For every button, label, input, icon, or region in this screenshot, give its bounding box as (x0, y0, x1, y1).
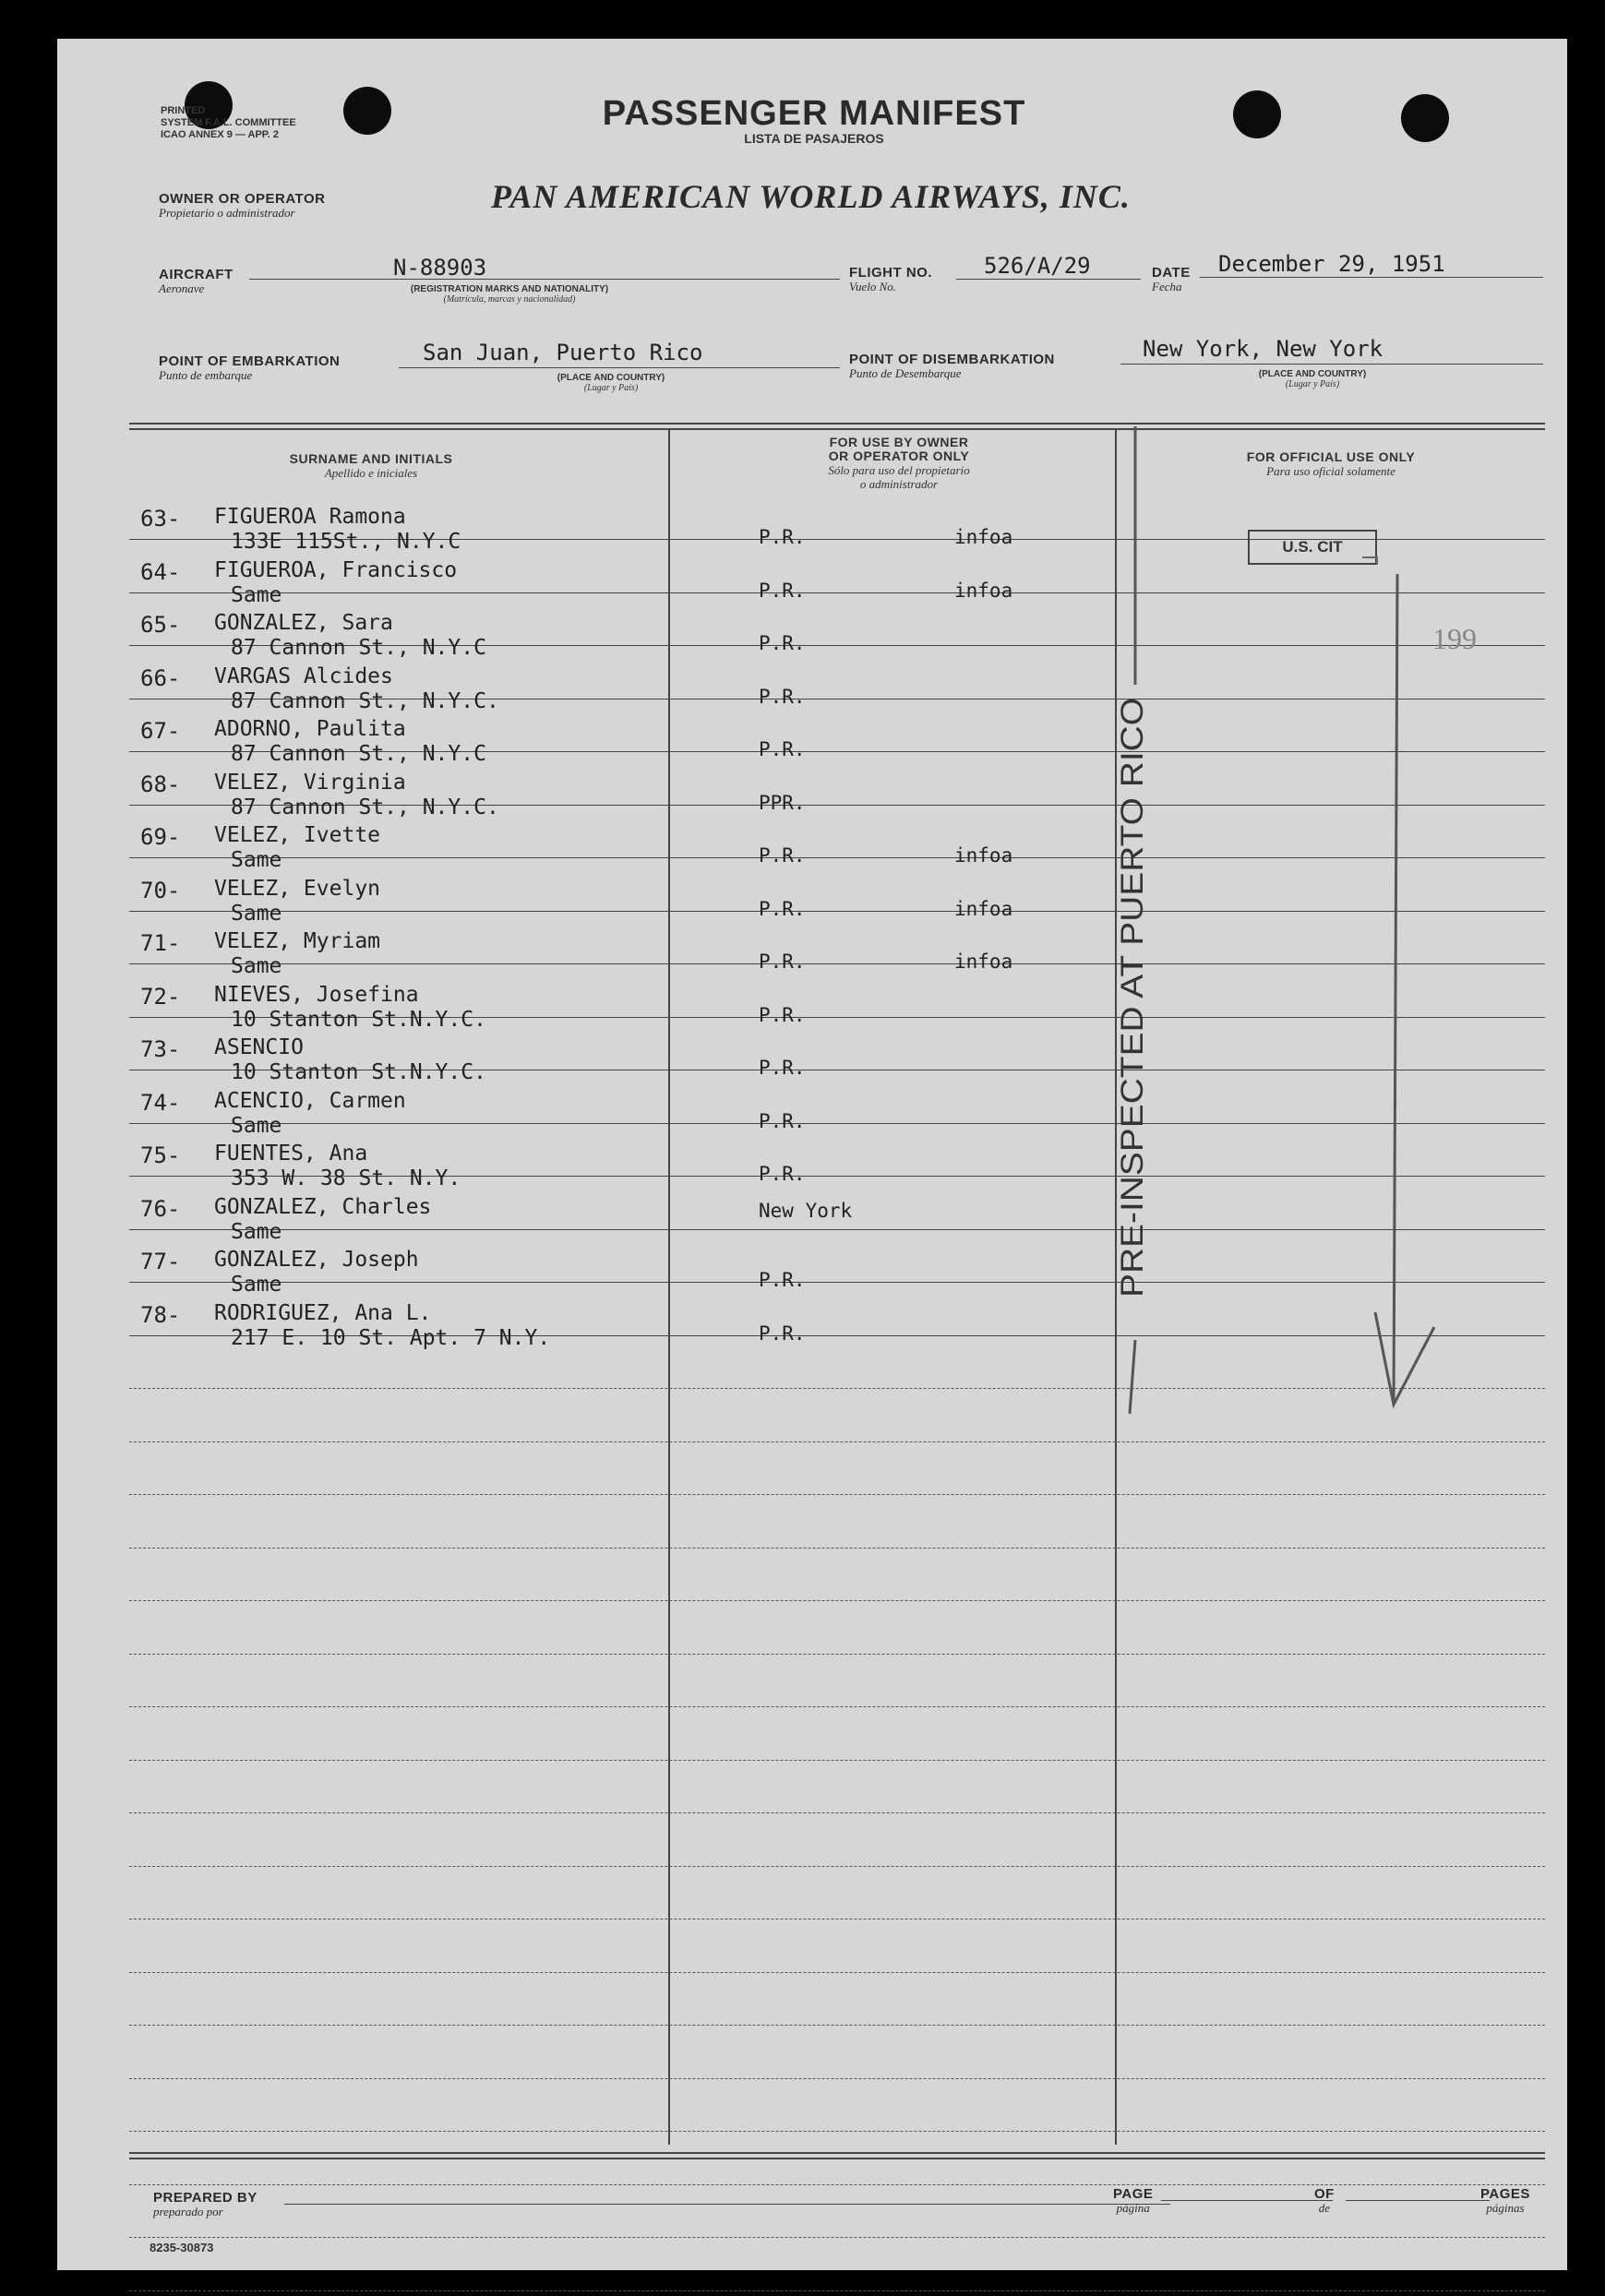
passenger-name: FIGUEROA Ramona (214, 505, 406, 529)
passenger-name: FUENTES, Ana (214, 1142, 368, 1166)
date-label: DATE Fecha (1152, 265, 1191, 293)
passenger-number: 77- (140, 1249, 181, 1274)
page-label: PAGE página (1113, 2186, 1154, 2215)
ruled-line (129, 2131, 1545, 2132)
passenger-address: 133E 115St., N.Y.C (231, 530, 461, 554)
flight-value: 526/A/29 (984, 253, 1091, 279)
ruled-line (129, 1760, 1545, 1761)
passenger-number: 68- (140, 771, 181, 797)
passenger-number: 73- (140, 1036, 181, 1062)
passenger-number: 66- (140, 665, 181, 691)
page-title: PASSENGER MANIFEST (602, 94, 1026, 133)
disembarkation-value: New York, New York (1143, 336, 1383, 362)
owner-mark: New York (759, 1200, 853, 1222)
punch-hole (1401, 94, 1449, 142)
passenger-number: 63- (140, 506, 181, 532)
official-column-header: FOR OFFICIAL USE ONLY Para uso oficial solamente (1246, 449, 1416, 478)
passenger-address: 87 Cannon St., N.Y.C. (231, 795, 499, 819)
owner-note: infoa (954, 844, 1013, 867)
passenger-address: Same (231, 1114, 282, 1138)
surname-column-header: SURNAME AND INITIALS Apellido e iniciales (289, 451, 453, 480)
ruled-line (129, 1866, 1545, 1867)
owner-note: infoa (954, 951, 1013, 973)
passenger-number: 76- (140, 1196, 181, 1222)
owner-mark: P.R. (759, 1163, 806, 1185)
owner-mark: PPR. (759, 792, 806, 814)
embarkation-caption: (PLACE AND COUNTRY) (Lugar y País) (557, 373, 665, 393)
passenger-number: 71- (140, 930, 181, 956)
pre-inspected-stamp (1069, 426, 1152, 1423)
passenger-name: RODRIGUEZ, Ana L. (214, 1301, 432, 1325)
svg-text:PRE-INSPECTED AT PUERTO RICO: PRE-INSPECTED AT PUERTO RICO (1115, 772, 1150, 1297)
check-arrow (1165, 519, 1460, 1423)
passenger-name: GONZALEZ, Joseph (214, 1248, 419, 1272)
owner-mark: P.R. (759, 1322, 806, 1345)
of-label: OF de (1314, 2186, 1335, 2215)
passenger-number: 70- (140, 878, 181, 903)
passenger-address: 87 Cannon St., N.Y.C (231, 742, 486, 766)
owner-mark: P.R. (759, 844, 806, 867)
passenger-address: 87 Cannon St., N.Y.C. (231, 689, 499, 713)
prepared-by-label: PREPARED BY preparado por (153, 2190, 258, 2218)
ruled-line (129, 1972, 1545, 1973)
owner-mark: P.R. (759, 632, 806, 654)
ruled-line (129, 1494, 1545, 1495)
owner-mark: P.R. (759, 898, 806, 920)
ruled-line (129, 1600, 1545, 1601)
passenger-number: 75- (140, 1142, 181, 1168)
passenger-number: 78- (140, 1302, 181, 1328)
passenger-number: 67- (140, 718, 181, 744)
embarkation-value: San Juan, Puerto Rico (423, 340, 703, 365)
form-number: 8235-30873 (150, 2241, 214, 2254)
manifest-sheet (57, 39, 1567, 2270)
passenger-name: ACENCIO, Carmen (214, 1089, 406, 1113)
passenger-address: Same (231, 902, 282, 926)
ruled-line (129, 1548, 1545, 1549)
passenger-address: Same (231, 954, 282, 978)
form-code: PRINTED SYSTEM F.A.L. COMMITTEE ICAO ANNEX 9 — APP. 2 (161, 105, 296, 140)
owner-value: PAN AMERICAN WORLD AIRWAYS, INC. (491, 178, 1131, 215)
ruled-line (129, 2290, 1545, 2291)
passenger-name: ASENCIO (214, 1035, 304, 1059)
owner-mark: P.R. (759, 951, 806, 973)
flight-label: FLIGHT NO. Vuelo No. (849, 265, 932, 293)
passenger-name: VARGAS Alcides (214, 664, 393, 688)
passenger-name: VELEZ, Virginia (214, 771, 406, 795)
date-value: December 29, 1951 (1218, 251, 1445, 277)
owner-mark: P.R. (759, 526, 806, 548)
passenger-address: Same (231, 1273, 282, 1297)
passenger-name: NIEVES, Josefina (214, 983, 419, 1007)
owner-mark: P.R. (759, 1110, 806, 1132)
ruled-line (129, 2025, 1545, 2026)
passenger-number: 64- (140, 559, 181, 585)
owner-mark: P.R. (759, 686, 806, 708)
passenger-address: 353 W. 38 St. N.Y. (231, 1166, 461, 1190)
ruled-line (129, 1441, 1545, 1442)
disembarkation-label: POINT OF DISEMBARKATION Punto de Desembarque (849, 352, 1055, 380)
official-number: 199 (1432, 622, 1477, 655)
passenger-address: 10 Stanton St.N.Y.C. (231, 1060, 486, 1084)
passenger-number: 65- (140, 612, 181, 638)
aircraft-caption: (REGISTRATION MARKS AND NATIONALITY) (Matrícula, marcas y nacionalidad) (410, 284, 609, 305)
aircraft-value: N-88903 (393, 255, 487, 281)
owner-mark: P.R. (759, 738, 806, 760)
passenger-name: VELEZ, Ivette (214, 823, 381, 847)
ruled-line (129, 1812, 1545, 1813)
passenger-number: 69- (140, 824, 181, 850)
ruled-line (129, 2078, 1545, 2079)
passenger-address: 217 E. 10 St. Apt. 7 N.Y. (231, 1326, 551, 1350)
passenger-name: GONZALEZ, Sara (214, 611, 393, 635)
aircraft-label: AIRCRAFT Aeronave (159, 267, 234, 295)
owner-use-column-header: FOR USE BY OWNER OR OPERATOR ONLY Sólo para uso del propietario o administrador (828, 435, 970, 491)
embarkation-label: POINT OF EMBARKATION Punto de embarque (159, 353, 341, 382)
passenger-name: FIGUEROA, Francisco (214, 558, 458, 582)
passenger-address: Same (231, 848, 282, 872)
passenger-number: 74- (140, 1090, 181, 1116)
passenger-number: 72- (140, 984, 181, 1010)
us-cit-stamp: U.S. CIT (1248, 530, 1377, 565)
passenger-address: 10 Stanton St.N.Y.C. (231, 1008, 486, 1032)
ruled-line (129, 1654, 1545, 1655)
passenger-name: GONZALEZ, Charles (214, 1195, 432, 1219)
disembarkation-caption: (PLACE AND COUNTRY) (Lugar y País) (1258, 369, 1367, 389)
owner-note: infoa (954, 580, 1013, 602)
owner-mark: P.R. (759, 1004, 806, 1026)
pages-label: PAGES páginas (1480, 2186, 1530, 2215)
ruled-line (129, 2184, 1545, 2185)
passenger-address: Same (231, 583, 282, 607)
owner-mark: P.R. (759, 1269, 806, 1291)
owner-note: infoa (954, 526, 1013, 548)
page-subtitle: LISTA DE PASAJEROS (744, 131, 884, 146)
owner-mark: P.R. (759, 1057, 806, 1079)
passenger-name: VELEZ, Evelyn (214, 877, 381, 901)
owner-mark: P.R. (759, 580, 806, 602)
passenger-address: 87 Cannon St., N.Y.C (231, 636, 486, 660)
owner-note: infoa (954, 898, 1013, 920)
passenger-name: VELEZ, Myriam (214, 929, 381, 953)
ruled-line (129, 1706, 1545, 1707)
punch-hole (343, 87, 391, 135)
passenger-name: ADORNO, Paulita (214, 717, 406, 741)
owner-label: OWNER OR OPERATOR Propietario o administrador (159, 191, 326, 220)
passenger-address: Same (231, 1220, 282, 1244)
ruled-line (129, 2237, 1545, 2238)
punch-hole (1233, 90, 1281, 138)
